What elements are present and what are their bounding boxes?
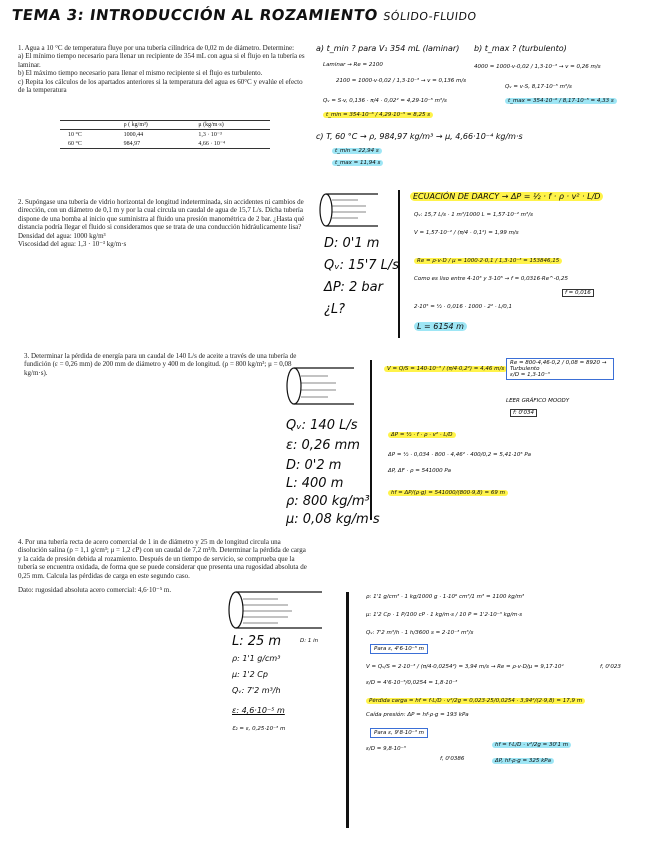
problem-4-data: Dato: rugosidad absoluta acero comercial: 4,6·10⁻⁵ m.	[18, 586, 172, 595]
problem-3-statement: 3. Determinar la pérdida de energía para un caudal de 140 L/s de aceite a través de una tubería de fundición (ε = 0,26 mm) de 200 mm de diámetro y 400 m de longitud. (ρ = 800 kg/m³; μ = 0,08 kg/m·s).	[24, 352, 297, 377]
properties-table	[60, 120, 270, 149]
pipe-drawing-2	[318, 190, 378, 230]
divider-4	[346, 592, 349, 828]
problem-1-a: a) El mínimo tiempo necesario para llenar un recipiente de 354 mL con agua si el flujo en la tubería es laminar.	[18, 52, 305, 69]
table-header-density: ρ ( kg/m³)	[116, 121, 191, 130]
problem-4-statement: 4. Por una tubería recta de acero comercial de 1 in de diámetro y 25 m de longitud circula una disolución salina (ρ = 1,1 g/cm³; μ = 1,2 cP) con un caudal de 7,2 m³/h. Determinar la pérdida de carga y la caída de presión debida al rozamiento. Después de un tiempo de servicio, se comprueba que la tubería se encuentra oxidada, de forma que se puede considerar que presenta una rugosidad absoluta de 0,25 mm. Calcula las pérdidas de carga en este segundo caso. Dato: rugosidad absoluta acero comercial: 4,6·10⁻⁵ m.	[18, 538, 310, 594]
table-row: 60 °C 984,97 4,66 · 10⁻⁴	[60, 139, 270, 149]
problem-1-statement: 1. Agua a 10 °C de temperatura fluye por una tubería cilíndrica de 0,02 m de diámetro. Determine: a) El mínimo tiempo necesario para llenar un recipiente de 354 mL con agua si el flujo en la tubería es laminar. b) El máximo tiempo necesario para llenar el mismo recipiente si el flujo es turbulento. c) Repita los cálculos de los apartados anteriores si la temperatura del agua es 60°C y evalúe el efecto de la temperatura	[18, 44, 308, 94]
page-subtitle: SÓLIDO-FLUIDO	[382, 10, 478, 23]
table-row: 10 °C 1000,44 1,3 · 10⁻³	[68, 131, 222, 138]
problem-1-b: b) El máximo tiempo necesario para llenar el mismo recipiente si el flujo es turbulento.	[18, 69, 263, 78]
problem-2-viscosity: Viscosidad del agua: 1,3 · 10⁻³ kg/m·s	[18, 240, 127, 249]
divider-3	[370, 360, 372, 520]
problem-1-c: c) Repita los cálculos de los apartados anteriores si la temperatura del agua es 60°C y evalúe el efecto de la temperatura	[18, 77, 303, 95]
problem-2-statement: 2. Supóngase una tubería de vidrio horizontal de longitud indeterminada, sin accidentes ni cambios de dirección, con un diámetro de 0,1 m y por la cual circula un caudal de agua de 15,7 L/s. Dicha tubería dispone de una bomba al inicio que suministra al fluido una presión manométrica de 2 bar. ¿Hasta qué distancia podría llegar el fluido si consideramos que se trata de una conducción hidráulicamente lisa? Densidad del agua: 1000 kg/m³ Viscosidad del agua: 1,3 · 10⁻³ kg/m·s	[18, 198, 308, 248]
pipe-drawing-4	[226, 588, 322, 632]
pipe-drawing-3	[284, 364, 354, 408]
table-header-viscosity: μ (kg/m·s)	[190, 121, 270, 130]
page-title: TEMA 3: INTRODUCCIÓN AL ROZAMIENTO SÓLIDO-FLUIDO	[10, 6, 478, 24]
problem-2-density: Densidad del agua: 1000 kg/m³	[18, 231, 106, 240]
